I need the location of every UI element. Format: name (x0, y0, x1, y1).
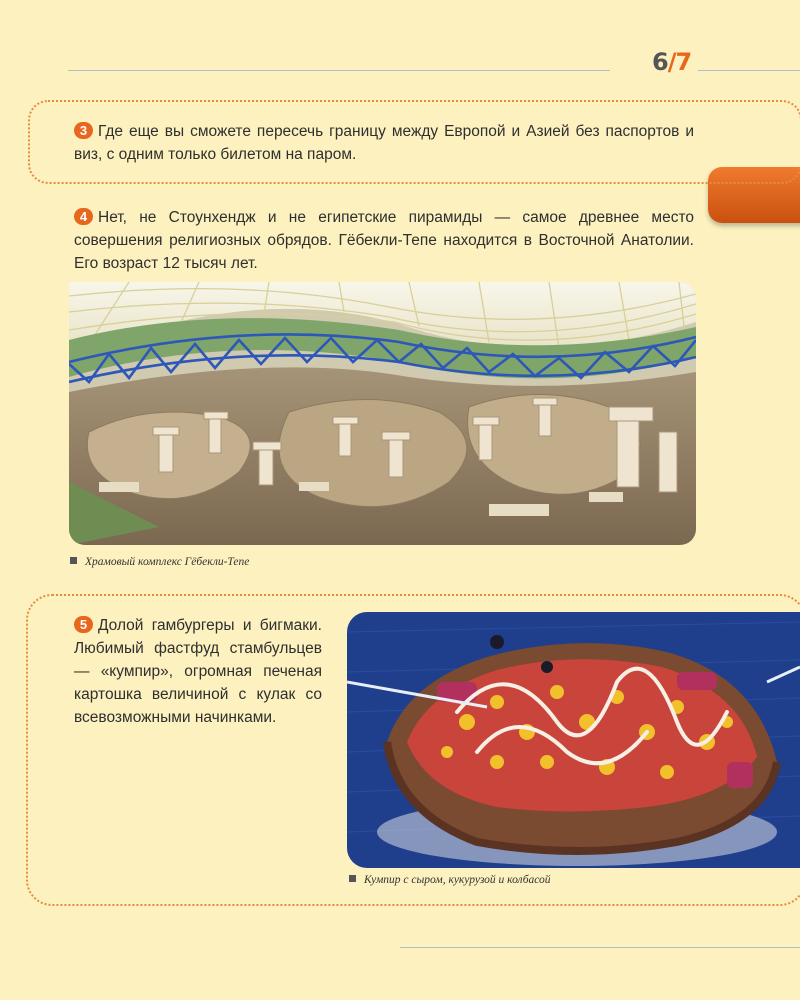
fact-5 (74, 614, 322, 729)
caption-gobekli-text: Храмовый комплекс Гёбекли-Тепе (85, 556, 250, 568)
kumpir-photo (347, 612, 800, 868)
fact-4 (74, 206, 694, 275)
fact-text-3: Где еще вы сможете пересечь границу между Европой и Азией без паспортов и виз, с одним только билетом на паром. (74, 123, 694, 163)
header-rule-right (698, 70, 800, 71)
caption-bullet-square (349, 875, 356, 882)
fact-text-5: Долой гамбургеры и бигмаки. Любимый фастфуд стамбульцев — «кумпир», огромная печеная картошка величиной с кулак со всевозможными начинками. (74, 617, 322, 726)
kumpir-illustration (347, 612, 800, 868)
caption-kumpir (349, 874, 551, 886)
page-separator: / (667, 48, 676, 76)
fact-number-4: 4 (74, 208, 93, 225)
gobekli-tepe-illustration (69, 282, 696, 545)
fact-number-3: 3 (74, 122, 93, 139)
fact-number-5: 5 (74, 616, 93, 633)
header-rule-left (68, 70, 610, 71)
caption-kumpir-text: Кумпир с сыром, кукурузой и колбасой (364, 874, 551, 886)
caption-bullet-square (70, 557, 77, 564)
footer-rule (400, 947, 800, 948)
fact-text-4: Нет, не Стоунхендж и не египетские пирамиды — самое древнее место совершения религиозных обрядов. Гёбекли-Тепе находится в Восточной Анатолии. Его возраст 12 тысяч лет. (74, 209, 694, 272)
caption-gobekli (70, 556, 249, 568)
fact-3 (74, 120, 694, 166)
page-number (652, 48, 691, 76)
page-total: 7 (675, 48, 692, 76)
page-current: 6 (652, 48, 668, 76)
gobekli-tepe-photo (69, 282, 696, 545)
